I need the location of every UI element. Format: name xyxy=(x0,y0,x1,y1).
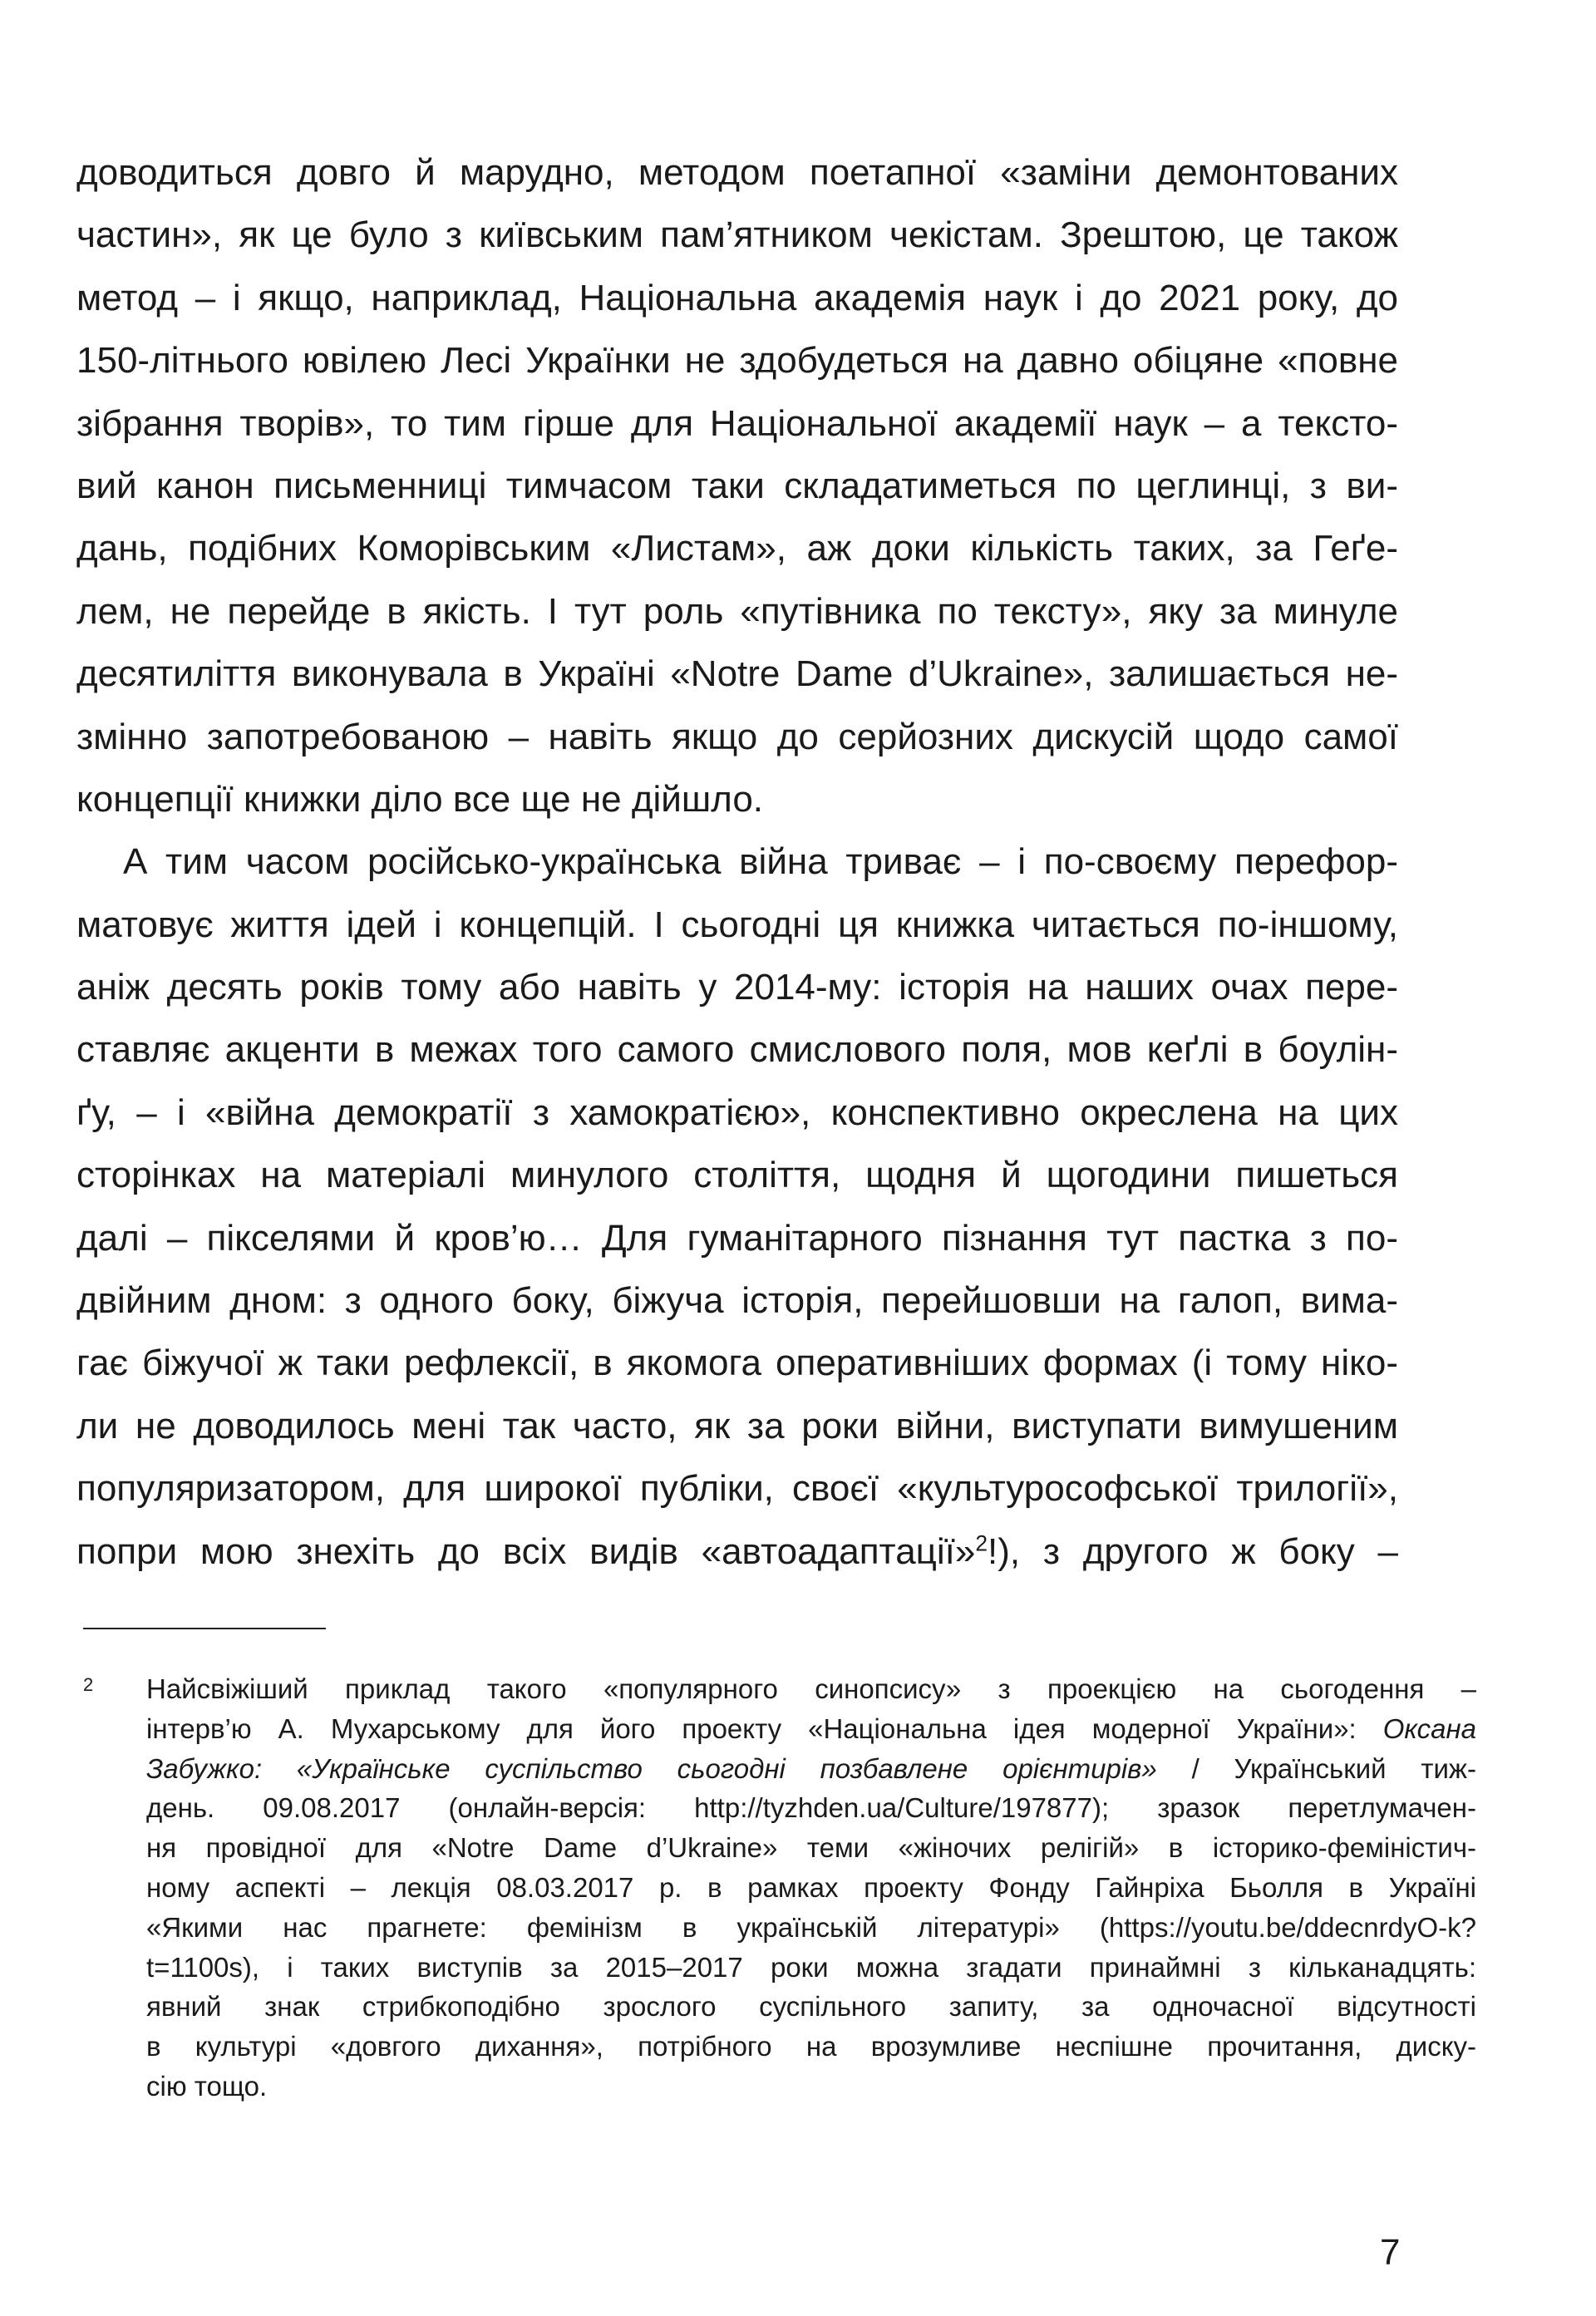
text-line: зібрання творів», то тим гірше для Національної академії наук – а тексто- xyxy=(76,402,1398,444)
text-fragment: t=1100s), і таких виступів за 2015–2017 роки можна згадати принаймні з кільканадцять: xyxy=(146,1951,1476,1983)
footnote-reference[interactable]: 2 xyxy=(975,1530,988,1555)
text-fragment: попри мою знехіть до всіх видів «автоадаптації» xyxy=(76,1530,976,1572)
text-line: двійним дном: з одного боку, біжуча історія, перейшовши на галоп, вима- xyxy=(76,1280,1398,1322)
footnote-separator xyxy=(83,1628,326,1629)
footnote-line xyxy=(146,1868,1476,1908)
text-fragment: в культурі «довгого дихання», потрібного на врозумливе неспішне прочитання, диску- xyxy=(146,2031,1476,2062)
text-fragment: !), з другого ж боку – xyxy=(988,1530,1398,1572)
footnote-line xyxy=(146,1828,1476,1868)
text-fragment: день. 09.08.2017 (онлайн-версія: http://tyzhden.ua/Culture/197877); зразок перетлумачен- xyxy=(146,1792,1476,1824)
footnote-line xyxy=(146,1908,1476,1948)
text-fragment: Найсвіжіший приклад такого «популярного синопсису» з проекцією на сьогодення – xyxy=(146,1673,1476,1704)
italic-fragment: Забужко: «Українське суспільство сьогодні позбавлене орієнтирів» xyxy=(146,1752,1157,1784)
text-line: змінно запотребованою – навіть якщо до серйозних дискусій щодо самої xyxy=(76,716,1398,757)
text-line: аніж десять років тому або навіть у 2014-му: історія на наших очах пере- xyxy=(76,967,1398,1008)
text-line: вий канон письменниці тимчасом таки складатиметься по цеглинці, з ви- xyxy=(76,465,1398,506)
text-line: частин», як це було з київським пам’ятником чекістам. Зрештою, це також xyxy=(76,214,1398,256)
footnote-line xyxy=(146,1788,1476,1828)
text-line: ставляє акценти в межах того самого смислового поля, мов кеґлі в боулін- xyxy=(76,1029,1398,1071)
text-line: ли не доводилось мені так часто, як за роки війни, виступати вимушеним xyxy=(76,1405,1398,1446)
text-fragment: ному аспекті – лекція 08.03.2017 р. в рамках проекту Фонду Гайнріха Бьолля в Україні xyxy=(146,1871,1476,1903)
footnote-line xyxy=(146,1709,1476,1749)
text-line: гає біжучої ж таки рефлексії, в якомога оперативніших формах (і тому ніко- xyxy=(76,1343,1398,1384)
paragraph-start-line: А тим часом російсько-українська війна триває – і по-своєму перефор- xyxy=(123,841,1398,883)
text-fragment: явний знак стрибкоподібно зрослого суспільного запиту, за одночасної відсутності xyxy=(146,1991,1476,2023)
text-line: десятиліття виконувала в Україні «Notre Dame d’Ukraine», залишається не- xyxy=(76,653,1398,695)
text-line xyxy=(76,1520,1398,1583)
footnote-line xyxy=(146,1987,1476,2027)
footnote-line xyxy=(146,1749,1476,1789)
footnote-number: 2 xyxy=(83,1674,94,1695)
text-line: 150-літнього ювілею Лесі Українки не здобудеться на давно обіцяне «повне xyxy=(76,340,1398,382)
text-line: сторінках на матеріалі минулого століття, щодня й щогодини пишеться xyxy=(76,1155,1398,1196)
text-fragment: інтерв’ю А. Мухарському для його проекту «Національна ідея модерної України»: xyxy=(146,1712,1383,1744)
text-fragment: «Якими нас прагнете: фемінізм в українській літературі» (https://youtu.be/ddecnrdyO-k? xyxy=(146,1911,1476,1943)
footnote-line xyxy=(146,2027,1476,2067)
text-line: доводиться довго й марудно, методом поетапної «заміни демонтованих xyxy=(76,152,1398,193)
text-line: далі – пікселями й кров’ю… Для гуманітарного пізнання тут пастка з по- xyxy=(76,1217,1398,1259)
text-fragment: / Український тиж- xyxy=(1156,1752,1476,1784)
text-fragment: ня провідної для «Notre Dame d’Ukraine» теми «жіночих релігій» в історико-феміністич- xyxy=(146,1832,1476,1864)
text-line: метод – і якщо, наприклад, Національна академія наук і до 2021 року, до xyxy=(76,277,1398,318)
footnote-line xyxy=(146,1948,1476,1988)
text-line: ґу, – і «війна демократії з хамократією», конспективно окреслена на цих xyxy=(76,1091,1398,1133)
main-text xyxy=(76,141,1398,1583)
text-line: матовує життя ідей і концепцій. І сьогодні ця книжка читається по-іншому, xyxy=(76,904,1398,945)
footnote-line xyxy=(146,1669,1476,1709)
page-number: 7 xyxy=(1380,2232,1401,2273)
text-fragment: сію тощо. xyxy=(146,2070,268,2102)
text-line: лем, не перейде в якість. І тут роль «путівника по тексту», яку за минуле xyxy=(76,590,1398,632)
footnote-line xyxy=(146,2067,1476,2107)
text-line: популяризатором, для широкої публіки, своєї «культурософської трилогії», xyxy=(76,1468,1398,1510)
italic-fragment: Оксана xyxy=(1382,1712,1476,1744)
text-line: концепції книжки діло все ще не дійшло. xyxy=(76,778,764,820)
text-line: дань, подібних Коморівським «Листам», аж доки кількість таких, за Геґе- xyxy=(76,528,1398,569)
footnote-text xyxy=(146,1669,1476,2107)
